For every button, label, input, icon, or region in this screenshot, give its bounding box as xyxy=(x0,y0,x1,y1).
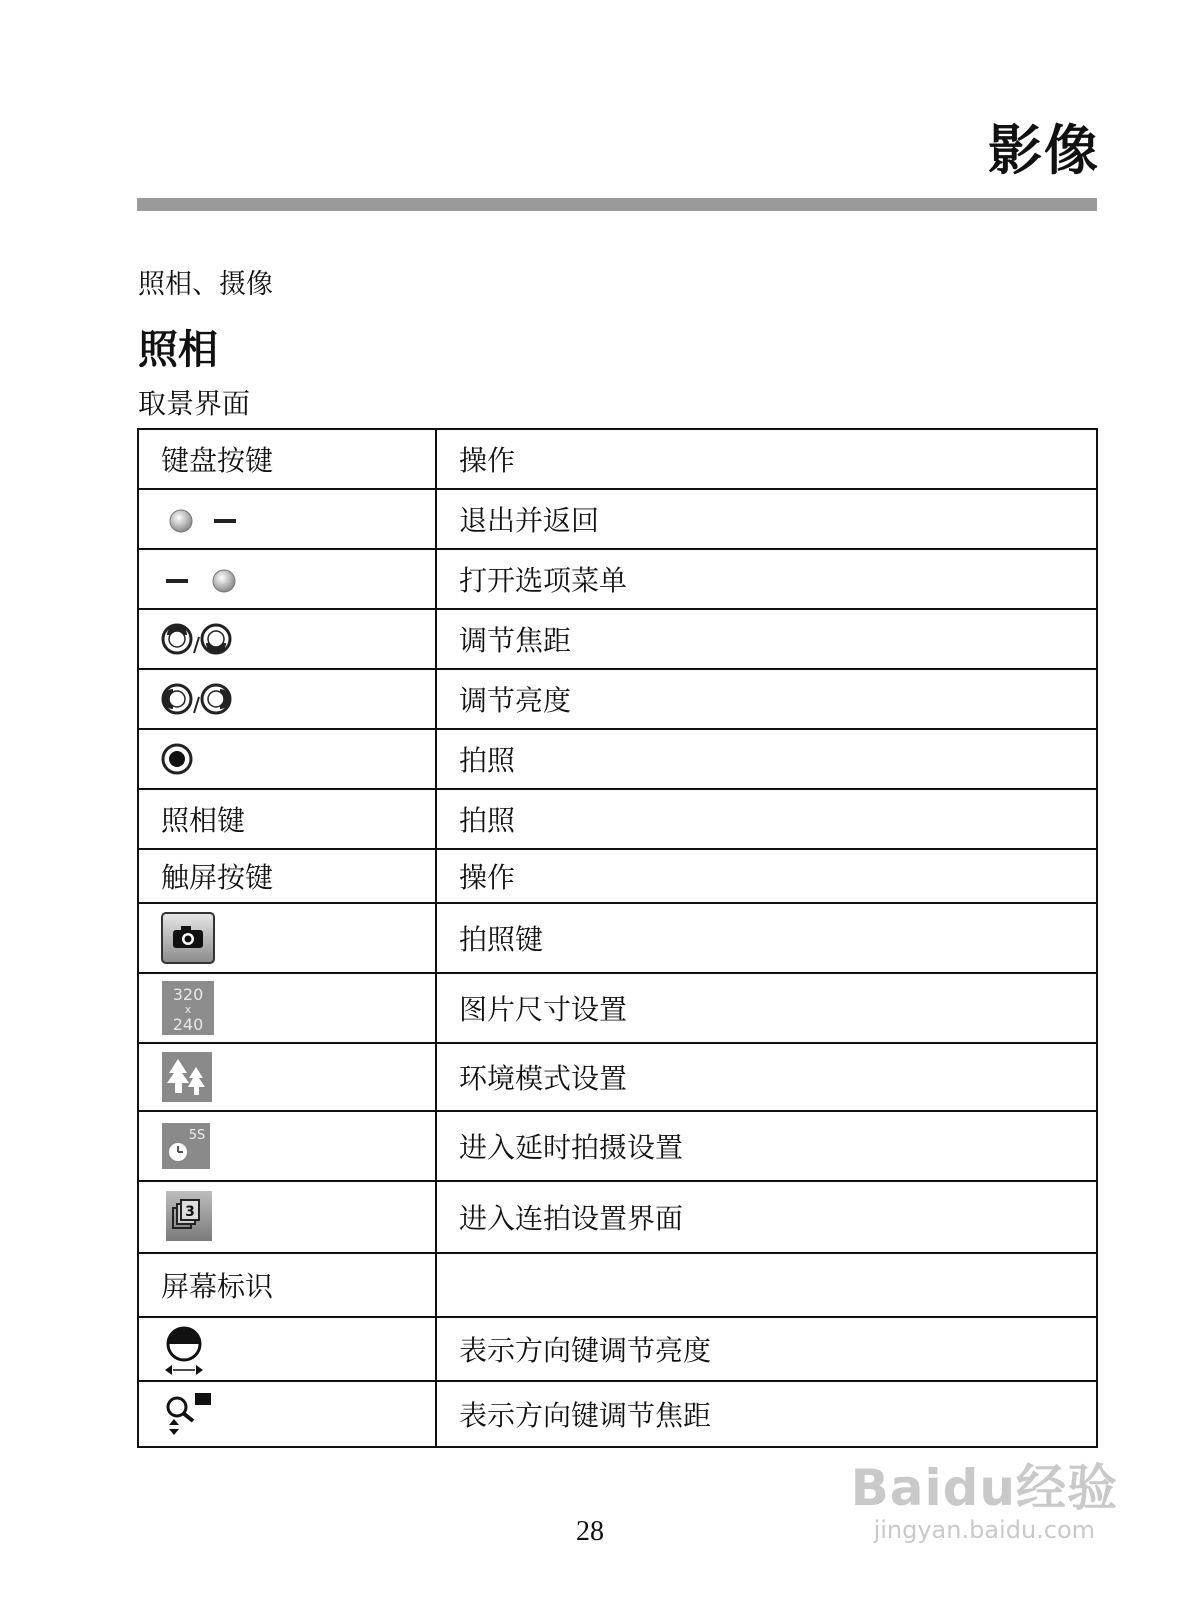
table-row xyxy=(138,669,1097,729)
watermark-logo: Baidu经验 xyxy=(850,1459,1118,1517)
table-row xyxy=(138,973,1097,1043)
image-size-times-label: x xyxy=(184,1003,192,1016)
image-size-bottom-label: 240 xyxy=(172,1015,204,1034)
key-cell xyxy=(138,489,436,549)
left-right-nav-keys-icon xyxy=(161,681,241,717)
right-soft-key-icon xyxy=(161,566,241,596)
action-cell xyxy=(436,1253,1097,1317)
key-cell xyxy=(138,729,436,789)
action-cell: 图片尺寸设置 xyxy=(436,973,1097,1043)
watermark-url: jingyan.baidu.com xyxy=(873,1516,1096,1544)
key-table xyxy=(137,428,1098,1448)
action-cell: 拍照 xyxy=(436,789,1097,849)
table-row xyxy=(138,429,1097,489)
table-row xyxy=(138,1253,1097,1317)
table-row xyxy=(138,849,1097,903)
key-cell xyxy=(138,973,436,1043)
table-row xyxy=(138,1111,1097,1181)
action-cell: 表示方向键调节亮度 xyxy=(436,1317,1097,1381)
center-ok-key-icon xyxy=(161,741,201,777)
table-row xyxy=(138,1181,1097,1253)
burst-count-label: 3 xyxy=(185,1204,195,1220)
key-cell: 触屏按键 xyxy=(138,849,436,903)
image-size-top-label: 320 xyxy=(172,985,204,1004)
action-cell: 表示方向键调节焦距 xyxy=(436,1381,1097,1447)
burst-mode-icon xyxy=(161,1190,215,1244)
action-cell: 拍照键 xyxy=(436,903,1097,973)
section-heading: 照相 xyxy=(138,327,218,373)
up-down-nav-keys-icon xyxy=(161,621,241,657)
brightness-indicator-icon xyxy=(161,1320,207,1378)
key-cell: 键盘按键 xyxy=(138,429,436,489)
timer-seconds-label: 5S xyxy=(188,1128,206,1143)
key-cell xyxy=(138,609,436,669)
table-row xyxy=(138,489,1097,549)
action-cell: 进入延时拍摄设置 xyxy=(436,1111,1097,1181)
action-cell: 拍照 xyxy=(436,729,1097,789)
page-number: 28 xyxy=(576,1516,604,1547)
zoom-indicator-icon xyxy=(161,1387,217,1441)
table-row xyxy=(138,549,1097,609)
key-cell: 照相键 xyxy=(138,789,436,849)
self-timer-icon xyxy=(161,1122,211,1170)
key-cell xyxy=(138,1111,436,1181)
action-cell: 操作 xyxy=(436,429,1097,489)
key-cell xyxy=(138,549,436,609)
watermark xyxy=(851,1448,1118,1544)
table-row xyxy=(138,789,1097,849)
table-row xyxy=(138,1317,1097,1381)
key-cell xyxy=(138,1381,436,1447)
image-size-icon xyxy=(161,980,215,1036)
action-cell: 退出并返回 xyxy=(436,489,1097,549)
action-cell: 打开选项菜单 xyxy=(436,549,1097,609)
action-cell: 调节亮度 xyxy=(436,669,1097,729)
key-cell xyxy=(138,903,436,973)
key-cell xyxy=(138,1043,436,1111)
table-row xyxy=(138,729,1097,789)
action-cell: 进入连拍设置界面 xyxy=(436,1181,1097,1253)
action-cell: 环境模式设置 xyxy=(436,1043,1097,1111)
left-soft-key-icon xyxy=(161,506,241,536)
action-cell: 操作 xyxy=(436,849,1097,903)
subheading: 取景界面 xyxy=(138,387,251,420)
key-cell: 屏幕标识 xyxy=(138,1253,436,1317)
table-row xyxy=(138,1381,1097,1447)
camera-shutter-icon xyxy=(161,912,215,964)
key-cell xyxy=(138,1181,436,1253)
breadcrumb: 照相、摄像 xyxy=(138,269,273,300)
chapter-title: 影像 xyxy=(988,119,1100,182)
table-row xyxy=(138,1043,1097,1111)
table-row xyxy=(138,903,1097,973)
key-cell xyxy=(138,1317,436,1381)
header-rule xyxy=(137,198,1097,211)
action-cell: 调节焦距 xyxy=(436,609,1097,669)
table-row xyxy=(138,609,1097,669)
key-cell xyxy=(138,669,436,729)
scene-mode-icon xyxy=(161,1051,213,1103)
